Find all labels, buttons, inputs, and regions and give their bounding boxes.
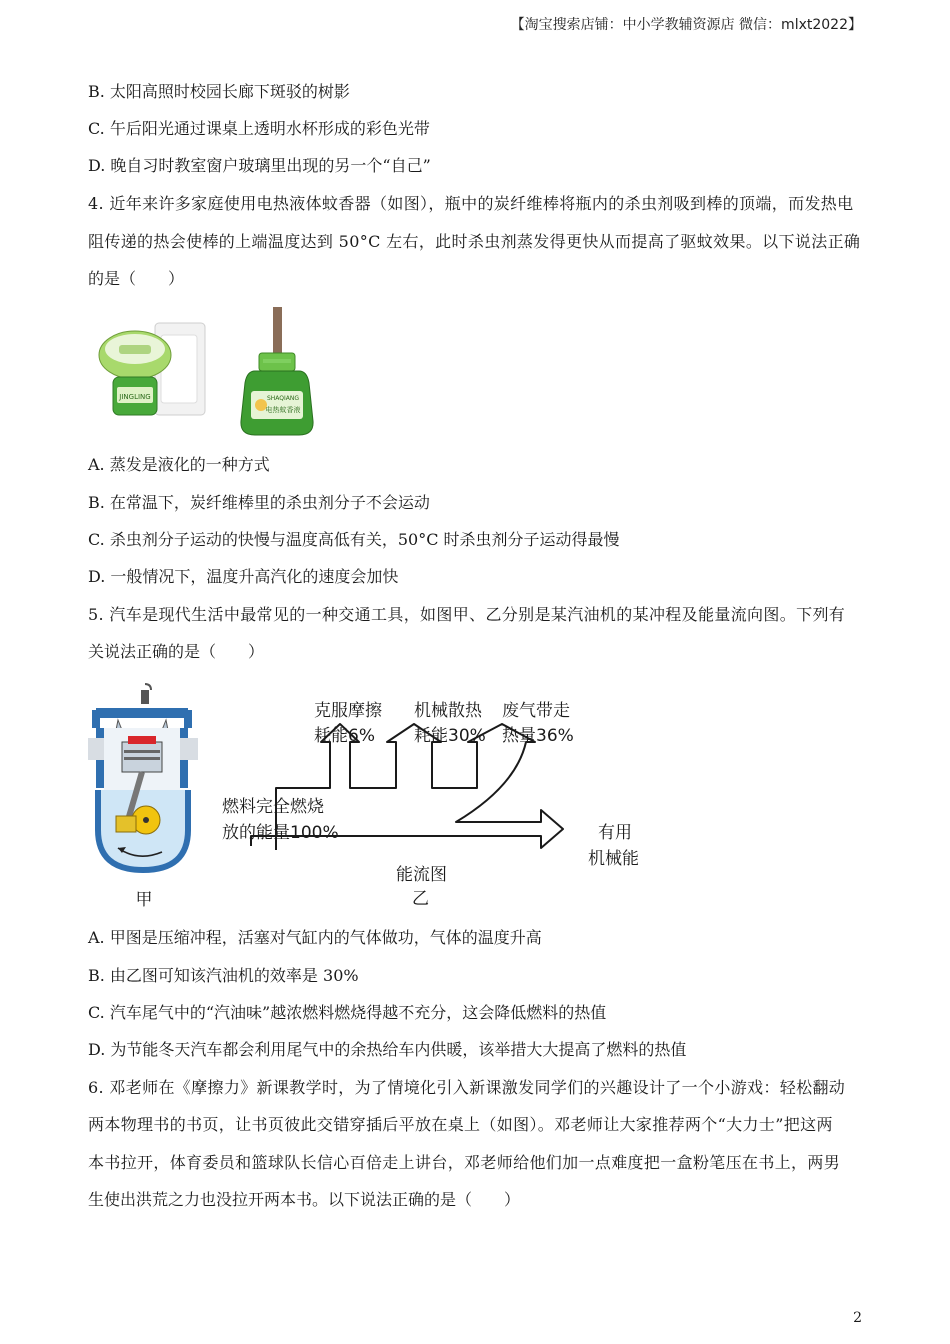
q3-option-d: D. 晚自习时教室窗户玻璃里出现的另一个“自己” — [88, 156, 431, 175]
q5-option-d: D. 为节能冬天汽车都会利用尾气中的余热给车内供暖，该举措大大提高了燃料的热值 — [88, 1040, 687, 1059]
flow-caption: 乙 — [412, 889, 429, 909]
q4-stem-line-2: 阻传递的热会使棒的上端温度达到 50°C 左右，此时杀虫剂蒸发得更快从而提高了驱蚊效果。以下说法正确 — [88, 232, 861, 251]
loss1-line1: 克服摩擦 — [314, 701, 382, 721]
q4-option-a: A. 蒸发是液化的一种方式 — [88, 455, 270, 474]
page-number: 2 — [853, 1310, 862, 1326]
loss1-line2: 耗能6% — [314, 726, 375, 746]
q5-option-a: A. 甲图是压缩冲程，活塞对气缸内的气体做功，气体的温度升高 — [88, 928, 542, 947]
q6-stem-line-1: 6. 邓老师在《摩擦力》新课教学时，为了情境化引入新课激发同学们的兴趣设计了一个小游戏：轻松翻动 — [88, 1078, 846, 1097]
q6-stem-line-3: 本书拉开，体育委员和篮球队长信心百倍走上讲台，邓老师给他们加一点难度把一盒粉笔压在书上，两男 — [88, 1153, 841, 1172]
q3-option-b: B. 太阳高照时校园长廊下斑驳的树影 — [88, 82, 350, 101]
loss2-line1: 机械散热 — [414, 701, 482, 721]
q6-stem-line-2: 两本物理书的书页，让书页彼此交错穿插后平放在桌上（如图）。邓老师让大家推荐两个“大力士”把这两 — [88, 1115, 833, 1134]
input-line2: 放的能量100% — [222, 823, 339, 843]
device-brand-label: JINGLING — [119, 393, 151, 401]
flow-title: 能流图 — [396, 865, 447, 885]
q4-option-d: D. 一般情况下，温度升高汽化的速度会加快 — [88, 567, 399, 586]
q4-option-b: B. 在常温下，炭纤维棒里的杀虫剂分子不会运动 — [88, 493, 430, 512]
loss3-line2: 热量36% — [502, 726, 574, 746]
engine-energy-figure — [88, 680, 668, 915]
q5-option-c: C. 汽车尾气中的“汽油味”越浓燃料燃烧得越不充分，这会降低燃料的热值 — [88, 1003, 607, 1022]
bottle-brand-label: SHAQIANG — [266, 395, 300, 402]
loss3-line1: 废气带走 — [502, 701, 570, 721]
mosquito-repellent-figure — [95, 305, 355, 440]
engine-caption: 甲 — [135, 890, 153, 910]
q3-option-c: C. 午后阳光通过课桌上透明水杯形成的彩色光带 — [88, 119, 430, 138]
energy-flow-diagram — [222, 701, 639, 909]
bottle-product-label: 电热蚊香液 — [265, 406, 301, 414]
output-line2: 机械能 — [588, 849, 639, 869]
q5-stem-line-1: 5. 汽车是现代生活中最常见的一种交通工具，如图甲、乙分别是某汽油机的某冲程及能量流向图。下列有 — [88, 605, 846, 624]
engine-diagram — [88, 684, 198, 910]
input-line1: 燃料完全燃烧 — [222, 797, 324, 817]
output-line1: 有用 — [598, 823, 632, 843]
q4-stem-line-1: 4. 近年来许多家庭使用电热液体蚊香器（如图），瓶中的炭纤维棒将瓶内的杀虫剂吸到棒的顶端，而发热电 — [88, 194, 854, 213]
q5-option-b: B. 由乙图可知该汽油机的效率是 30% — [88, 966, 359, 985]
q4-stem-line-3: 的是（ ） — [88, 269, 185, 288]
loss2-line2: 耗能30% — [414, 726, 486, 746]
q4-option-c: C. 杀虫剂分子运动的快慢与温度高低有关，50°C 时杀虫剂分子运动得最慢 — [88, 530, 620, 549]
q5-stem-line-2: 关说法正确的是（ ） — [88, 642, 265, 661]
page-header: 【淘宝搜索店铺：中小学教辅资源店 微信：mlxt2022】 — [510, 17, 862, 33]
q6-stem-line-4: 生使出洪荒之力也没拉开两本书。以下说法正确的是（ ） — [88, 1190, 521, 1209]
